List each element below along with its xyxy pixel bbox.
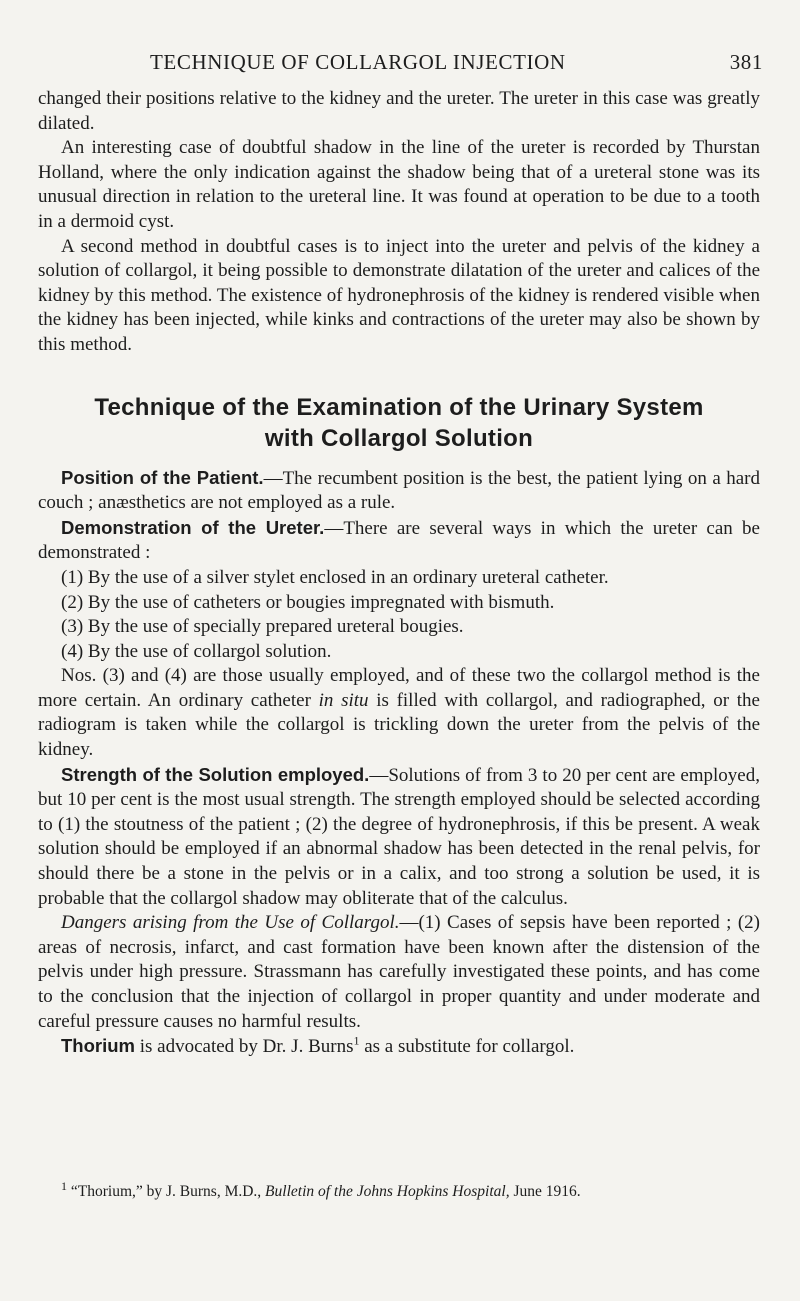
body-text (38, 87, 760, 1060)
demonstration-text: —There are several ways in which the ureter can be demonstrated : (38, 517, 760, 564)
paragraph-position (38, 466, 760, 516)
dangers-text: —(1) Cases of sepsis have been reported ; (2) areas of necrosis, infarct, and cast formation have been known after the distension of the pelvis under high pressure. Strassmann has carefully investigated these points, and has come to the conclusion that the injection of collargol in proper quantity and under moderate and careful pressure causes no harmful results. (38, 912, 761, 1032)
footnote-reference: 1 (353, 1033, 360, 1048)
paragraph-doubtful-shadow: An interesting case of doubtful shadow in the line of the ureter is recorded by Thurstan Holland, where the only indication against the shadow being that of a ureteral stone was its unusual direction in relation to the ureteral line. It was found at operation to be due to a tooth in a dermoid cyst. (38, 137, 760, 232)
paragraph-strength (38, 763, 760, 912)
list-item-method-4: (4) By the use of collargol solution. (61, 640, 332, 662)
page-number: 381 (729, 50, 763, 74)
runin-heading-demonstration: Demonstration of the Ureter. (61, 516, 325, 538)
runin-heading-strength: Strength of the Solution employed. (61, 763, 370, 785)
paragraph-second-method: A second method in doubtful cases is to inject into the ureter and pelvis of the kidney a solution of collargol, it being possible to demonstrate dilatation of the ureter and calices of the kidney by this method. The existence of hydronephrosis of the kidney is rendered visible when the kidney has been injected, while kinks and contractions of the ureter may also be shown by this method. (38, 235, 760, 355)
footnote-text-after: June 1916. (509, 1183, 581, 1200)
section-heading (38, 392, 760, 454)
nos-text-before: Nos. (3) and (4) are those usually employed, and of these two the collargol method is the more certain. An ordinary catheter (38, 665, 760, 711)
running-head (148, 50, 763, 75)
section-heading-line1: Technique of the Examination of the Urinary System (94, 393, 704, 421)
paragraph-thorium (38, 1034, 760, 1060)
footnote-journal: Bulletin of the Johns Hopkins Hospital, (265, 1183, 510, 1200)
paragraph-dangers (38, 911, 760, 1034)
list-item-method-3: (3) By the use of specially prepared ureteral bougies. (61, 616, 464, 638)
paragraph-continuation: changed their positions relative to the kidney and the ureter. The ureter in this case was greatly dilated. (38, 88, 760, 134)
section-heading-line2: with Collargol Solution (264, 424, 534, 452)
list-item-method-2: (2) By the use of catheters or bougies impregnated with bismuth. (61, 591, 555, 613)
nos-text-after: is filled with collargol, and radiographed, or the radiogram is taken while the collargol is trickling down the ureter from the pelvis of the kidney. (38, 689, 760, 761)
thorium-text-after: as a substitute for collargol. (359, 1036, 575, 1058)
thorium-text-before: is advocated by Dr. J. Burns (135, 1036, 354, 1058)
footnote-marker: 1 (61, 1178, 67, 1193)
position-text: —The recumbent position is the best, the patient lying on a hard couch ; anæsthetics are not employed as a rule. (38, 467, 760, 514)
footnote (61, 1178, 761, 1202)
runin-heading-position: Position of the Patient. (61, 466, 264, 488)
runin-heading-dangers: Dangers arising from the Use of Collargol. (61, 912, 400, 934)
running-head-title: TECHNIQUE OF COLLARGOL INJECTION (150, 50, 566, 74)
runin-heading-thorium: Thorium (61, 1035, 135, 1057)
footnote-text-before: “Thorium,” by J. Burns, M.D., (67, 1183, 266, 1200)
paragraph-nos (38, 664, 760, 762)
nos-italic-phrase: in situ (318, 689, 369, 711)
strength-text: —Solutions of from 3 to 20 per cent are employed, but 10 per cent is the most usual strength. The strength employed should be selected according to (1) the stoutness of the patient ; (2) the degree of hydronephrosis, if this be present. A weak solution should be employed if an abnormal shadow has been detected in the renal pelvis, for should there be a stone in the pelvis or in a calix, and too strong a solution be used, it is probable that the collargol shadow may obliterate that of the calculus. (38, 764, 760, 909)
paragraph-demonstration (38, 516, 760, 566)
list-item-method-1: (1) By the use of a silver stylet enclosed in an ordinary ureteral catheter. (61, 566, 609, 588)
